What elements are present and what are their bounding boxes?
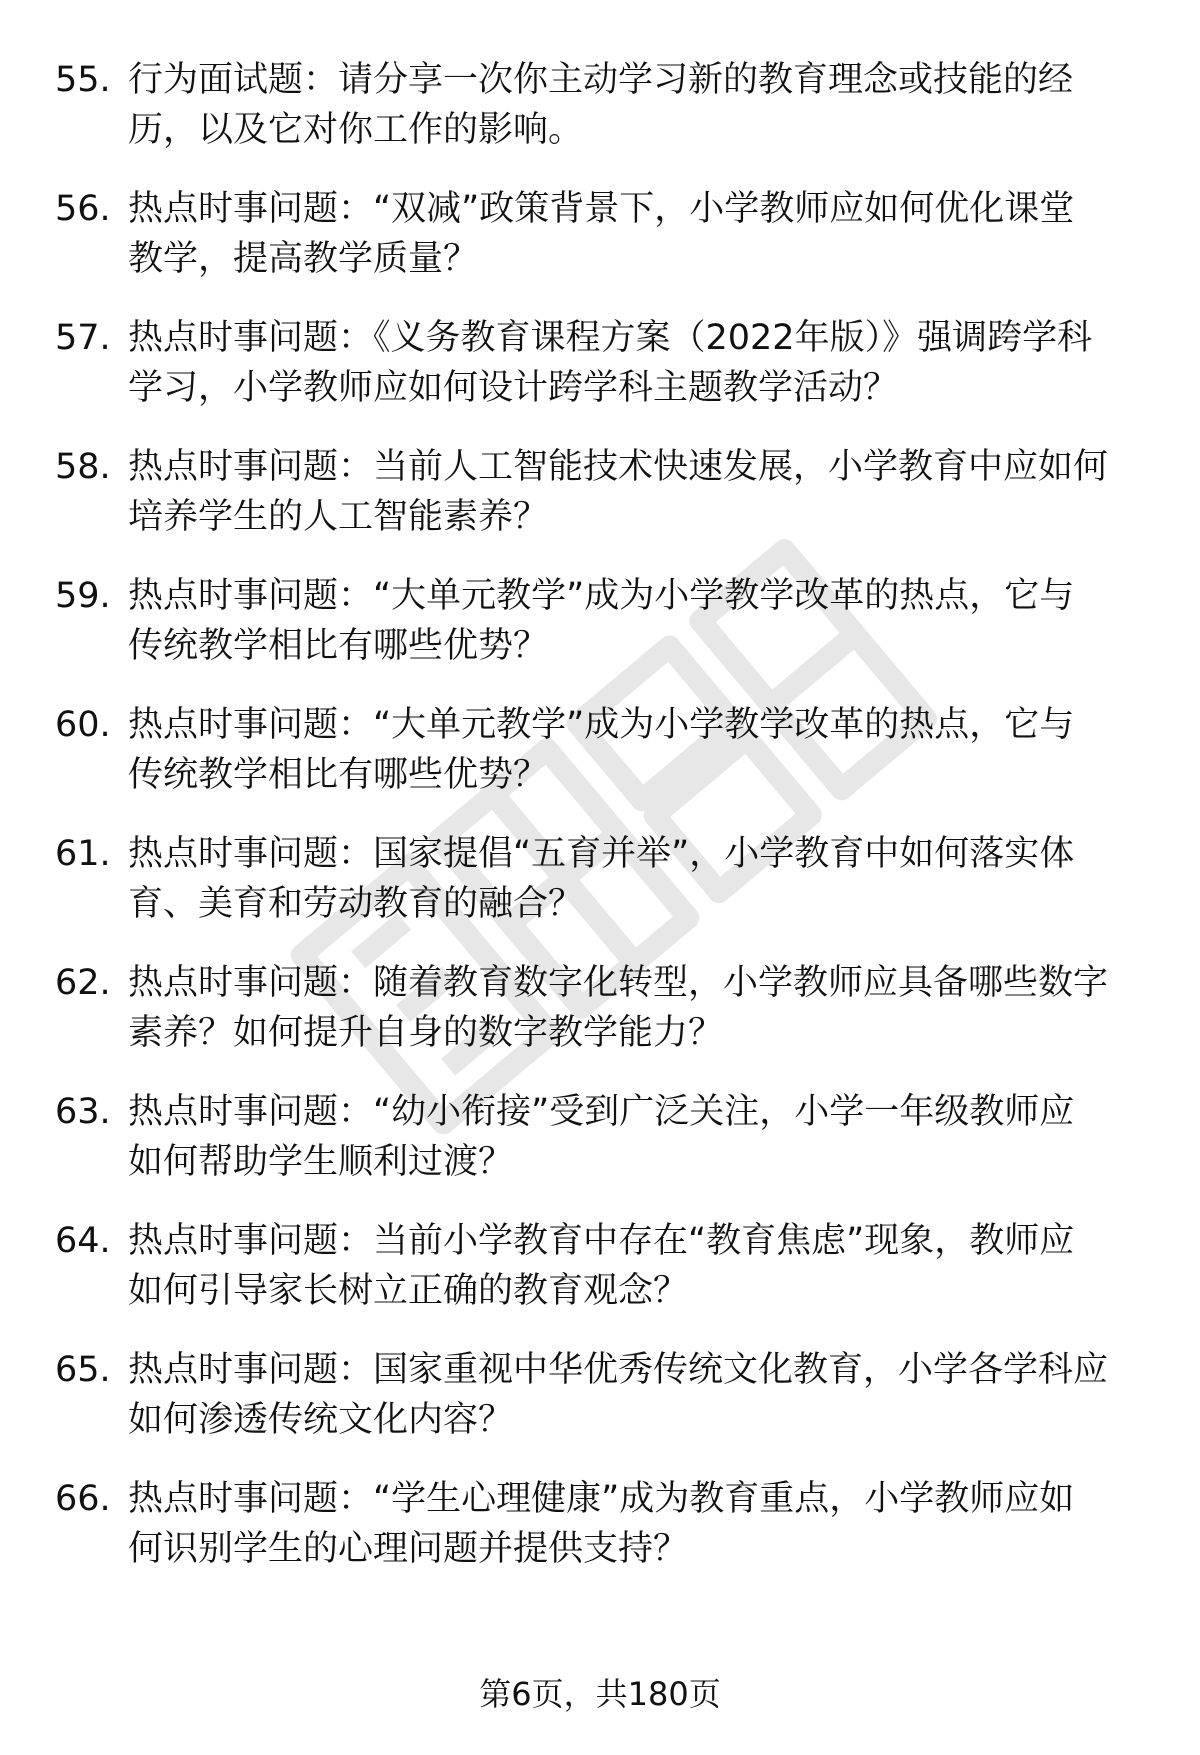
question-text-line-2: 学习，小学教师应如何设计跨学科主题教学活动？: [128, 368, 899, 408]
question-item: [55, 314, 1165, 443]
question-text-line-1: 热点时事问题：国家提倡“五育并举”，小学教育中如何落实体: [128, 834, 1075, 874]
question-number: 61.: [55, 834, 111, 874]
page-number-footer: 第6页，共180页: [479, 1675, 721, 1713]
question-item: [55, 1088, 1165, 1217]
question-number: 65.: [55, 1350, 111, 1390]
question-text-line-1: 热点时事问题：《义务教育课程方案（2022年版）》强调跨学科: [128, 318, 1093, 358]
question-text-line-2: 何识别学生的心理问题并提供支持？: [128, 1529, 689, 1569]
question-number: 63.: [55, 1092, 111, 1132]
question-item: [55, 1346, 1165, 1475]
question-text-line-1: 热点时事问题：当前人工智能技术快速发展，小学教育中应如何: [128, 447, 1109, 487]
question-item: [55, 185, 1165, 314]
question-number: 56.: [55, 189, 111, 229]
question-text-line-2: 传统教学相比有哪些优势？: [128, 626, 549, 666]
question-number: 64.: [55, 1221, 111, 1261]
question-item: [55, 572, 1165, 701]
question-item: [55, 443, 1165, 572]
question-item: [55, 830, 1165, 959]
question-text-line-1: 热点时事问题：国家重视中华优秀传统文化教育，小学各学科应: [128, 1350, 1109, 1390]
question-text-line-1: 热点时事问题：随着教育数字化转型，小学教师应具备哪些数字: [128, 963, 1109, 1003]
question-number: 66.: [55, 1479, 111, 1519]
question-text-line-2: 素养？如何提升自身的数字教学能力？: [128, 1013, 724, 1053]
question-text-line-2: 如何帮助学生顺利过渡？: [128, 1142, 514, 1182]
question-number: 62.: [55, 963, 111, 1003]
question-item: [55, 1475, 1165, 1604]
question-text-line-2: 育、美育和劳动教育的融合？: [128, 884, 584, 924]
question-text-line-1: 行为面试题：请分享一次你主动学习新的教育理念或技能的经: [128, 60, 1074, 100]
question-item: [55, 1217, 1165, 1346]
question-number: 55.: [55, 60, 111, 100]
question-item: [55, 701, 1165, 830]
question-number: 60.: [55, 705, 111, 745]
question-text-line-2: 如何引导家长树立正确的教育观念？: [128, 1271, 689, 1311]
question-item: [55, 56, 1165, 185]
question-text-line-1: 热点时事问题：“学生心理健康”成为教育重点，小学教师应如: [128, 1479, 1075, 1519]
question-list: [55, 56, 1165, 1604]
question-text-line-2: 传统教学相比有哪些优势？: [128, 755, 549, 795]
question-number: 59.: [55, 576, 111, 616]
question-number: 58.: [55, 447, 111, 487]
question-text-line-2: 如何渗透传统文化内容？: [128, 1400, 514, 1440]
question-number: 57.: [55, 318, 111, 358]
question-text-line-1: 热点时事问题：“大单元教学”成为小学教学改革的热点，它与: [128, 705, 1075, 745]
question-text-line-1: 热点时事问题：“大单元教学”成为小学教学改革的热点，它与: [128, 576, 1075, 616]
question-text-line-1: 热点时事问题：“双减”政策背景下，小学教师应如何优化课堂: [128, 189, 1075, 229]
question-text-line-2: 培养学生的人工智能素养？: [128, 497, 549, 537]
question-text-line-2: 历，以及它对你工作的影响。: [128, 110, 584, 150]
question-text-line-1: 热点时事问题：当前小学教育中存在“教育焦虑”现象，教师应: [128, 1221, 1075, 1261]
question-text-line-2: 教学，提高教学质量？: [128, 239, 479, 279]
question-text-line-1: 热点时事问题：“幼小衔接”受到广泛关注，小学一年级教师应: [128, 1092, 1075, 1132]
question-item: [55, 959, 1165, 1088]
